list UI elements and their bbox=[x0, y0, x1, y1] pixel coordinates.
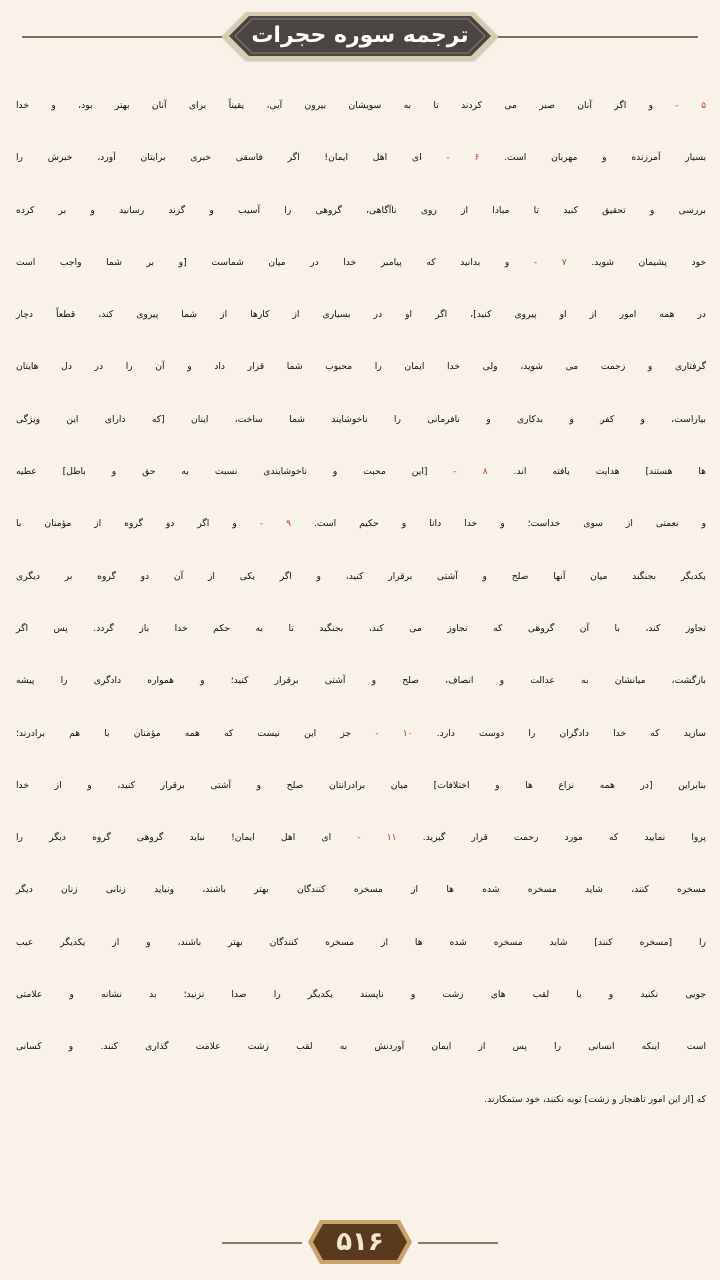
page-title: ترجمه سوره حجرات bbox=[251, 23, 469, 48]
verse-number: ۱۱ - bbox=[331, 832, 397, 844]
text-line bbox=[16, 917, 706, 969]
text-line bbox=[16, 1074, 706, 1126]
text-segment: ای اهل ایمان! اگر فاسقی خبری برایتان آورد، خبرش را bbox=[16, 152, 422, 164]
text-line bbox=[16, 655, 706, 707]
text-segment: گرفتاری و زحمت می شوید، ولی خدا ایمان را محبوب شما قرار داد و آن را در دل هایتان bbox=[16, 361, 706, 373]
text-line bbox=[16, 80, 706, 132]
text-segment: خود پشیمان شوید. bbox=[566, 256, 707, 268]
text-segment: است اینکه انسانی را پس از ایمان آوردنش به لقب زشت علامت گذاری کنند. و کسانی bbox=[16, 1041, 706, 1053]
text-segment: بسیار آمرزنده و مهربان است. bbox=[479, 152, 707, 164]
text-segment: در همه امور از او پیروی کنید]، اگر او در بسیاری از کارها از شما پیروی کند، قطعاً دچار bbox=[16, 309, 706, 321]
text-line bbox=[16, 446, 706, 498]
text-segment: [این محبت و ناخوشایندی نسبت به حق و باطل] عطیه bbox=[16, 466, 428, 478]
text-segment: ها هستند] هدایت یافته اند. bbox=[487, 466, 707, 478]
text-line bbox=[16, 812, 706, 864]
text-line bbox=[16, 1021, 706, 1073]
text-line bbox=[16, 498, 706, 550]
verse-number: ۸ - bbox=[427, 466, 488, 478]
header bbox=[0, 8, 720, 66]
text-line bbox=[16, 237, 706, 289]
text-line bbox=[16, 969, 706, 1021]
text-line bbox=[16, 603, 706, 655]
page-number-badge bbox=[306, 1218, 414, 1266]
text-segment: بیاراست، و کفر و بدکاری و نافرمانی را ناخوشایند شما ساخت، اینان [که دارای این ویژگی bbox=[16, 413, 706, 425]
verse-number: ۱۰ - bbox=[351, 727, 413, 739]
text-segment: و اگر دو گروه از مؤمنان با bbox=[16, 518, 237, 530]
verse-number: ۷ - bbox=[509, 256, 567, 268]
footer-rule-left bbox=[222, 1242, 302, 1244]
text-line bbox=[16, 132, 706, 184]
footer-rule-right bbox=[418, 1242, 498, 1244]
verse-number: ۵ - bbox=[653, 100, 706, 111]
header-rule-right bbox=[498, 36, 698, 38]
text-segment: تجاوز کند، با آن گروهی که تجاوز می کند، بجنگید تا به حکم خدا باز گردد. پس اگر bbox=[16, 622, 706, 634]
text-segment: بازگشت، میانشان به عدالت و انصاف، صلح و آشتی برقرار کنید؛ و همواره دادگری را پیشه bbox=[16, 675, 706, 687]
text-line bbox=[16, 864, 706, 916]
verse-number: ۹ - bbox=[236, 518, 291, 530]
text-segment: جویی نکنید و با لقب های زشت و ناپسند یکدیگر را صدا نزنید؛ بد نشانه و علامتی bbox=[16, 989, 706, 1001]
text-segment: سازید که خدا دادگران را دوست دارد. bbox=[412, 727, 707, 739]
text-segment: یکدیگر بجنگند میان آنها صلح و آشتی برقرار کنید، و اگر یکی از آن دو گروه بر دیگری bbox=[16, 570, 706, 582]
text-line bbox=[16, 289, 706, 341]
text-segment: بررسی و تحقیق کنید تا مبادا از روی ناآگاهی، گروهی را آسیب و گزند رسانید و بر کرده bbox=[16, 204, 706, 216]
text-line bbox=[16, 551, 706, 603]
text-line bbox=[16, 394, 706, 446]
text-line bbox=[16, 341, 706, 393]
verse-number: ۶ - bbox=[421, 152, 480, 164]
page-number: ۵۱۶ bbox=[336, 1227, 384, 1257]
title-plate bbox=[220, 10, 500, 62]
text-segment: که [از این امور ناهنجار و زشت] توبه نکنند، خود ستمکارند. bbox=[484, 1093, 706, 1105]
text-segment: جز این نیست که همه مؤمنان با هم برادرند؛ bbox=[16, 727, 352, 739]
text-line bbox=[16, 708, 706, 760]
text-line bbox=[16, 185, 706, 237]
text-segment: و بدانید که پیامبر خدا در میان شماست [و بر شما واجب است bbox=[16, 256, 510, 268]
text-segment: مسخره کنند، شاید مسخره شده ها از مسخره کنندگان بهتر باشند، ونباید زنانی زنان دیگر bbox=[16, 884, 706, 896]
footer bbox=[0, 1212, 720, 1272]
translation-text bbox=[16, 80, 706, 1126]
text-segment: را [مسخره کنند] شاید مسخره شده ها از مسخره کنندگان بهتر باشند، و از یکدیگر عیب bbox=[16, 936, 706, 948]
header-rule-left bbox=[22, 36, 222, 38]
text-segment: بنابراین [در همه نزاع ها و اختلافات] میان برادرانتان صلح و آشتی برقرار کنید، و از خدا bbox=[16, 779, 706, 791]
text-segment: پروا نمایید که مورد رحمت قرار گیرید. bbox=[396, 832, 706, 844]
text-segment: ای اهل ایمان! نباید گروهی گروه دیگر را bbox=[16, 832, 332, 844]
text-segment: و نعمتی از سوی خداست؛ و خدا دانا و حکیم است. bbox=[291, 518, 707, 530]
text-segment: و اگر آنان صبر می کردند تا به سویشان بیرون آیی، یقیناً برای آنان بهتر بود، و خدا bbox=[16, 100, 654, 111]
text-line bbox=[16, 760, 706, 812]
